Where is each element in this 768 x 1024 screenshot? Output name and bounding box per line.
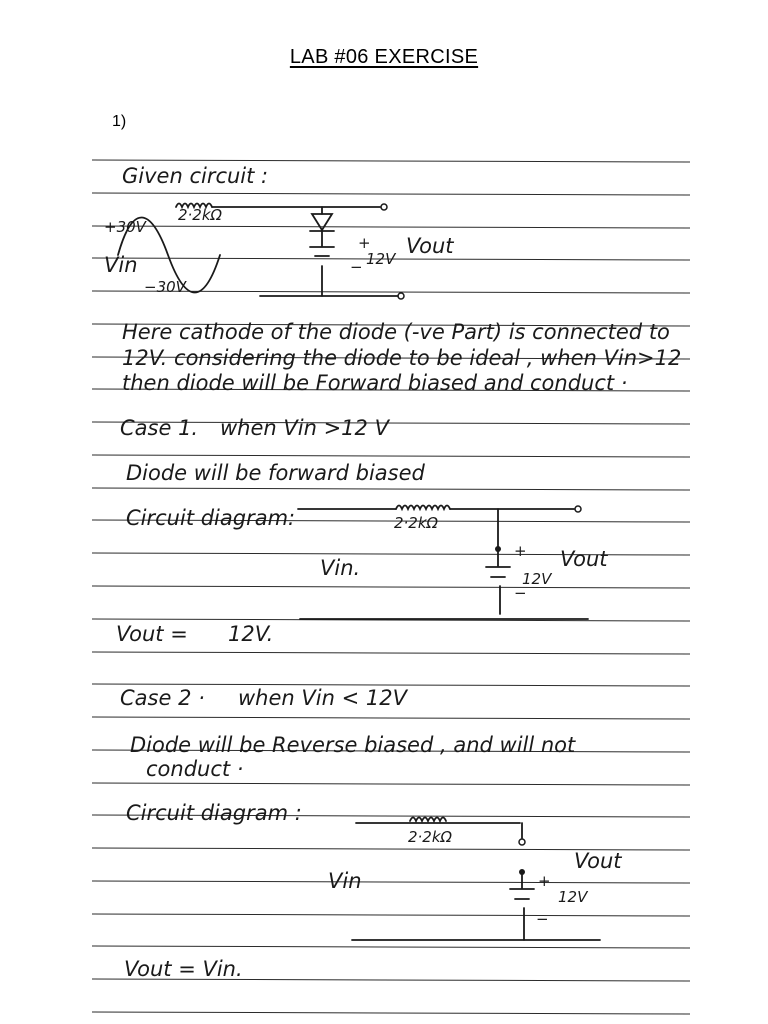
- given-output-terminal: [381, 204, 387, 210]
- explanation-line-2: 12V. considering the diode to be ideal , when Vin>12: [122, 346, 682, 370]
- case1-result-lhs: Vout =: [116, 622, 188, 646]
- ruled-line: [92, 488, 690, 490]
- given-vout-label: Vout: [406, 234, 454, 258]
- given-vin-label: Vin: [104, 253, 138, 277]
- page-title: LAB #06 EXERCISE: [289, 46, 479, 68]
- ruled-line: [92, 226, 690, 228]
- case2-diagram-label: Circuit diagram :: [126, 801, 302, 825]
- case2-plus-sign: +: [538, 872, 551, 890]
- explanation-line-3: then diode will be Forward biased and conduct ·: [122, 371, 628, 395]
- case1-vout-label: Vout: [560, 547, 608, 571]
- given-battery-label: 12V: [366, 250, 396, 268]
- case1-resistor-symbol: [396, 506, 450, 510]
- case2-statement-line-1: Diode will be Reverse biased , and will not: [130, 733, 576, 757]
- ruled-line: [92, 652, 690, 654]
- case1-output-terminal: [575, 506, 581, 512]
- case2-statement-line-2: conduct ·: [146, 757, 244, 781]
- given-diode-symbol: [312, 214, 332, 230]
- given-resistor-label: 2·2kΩ: [178, 206, 223, 224]
- ruled-line: [92, 783, 690, 785]
- case1-condition: when Vin >12 V: [220, 416, 389, 440]
- ruled-line: [92, 946, 690, 948]
- given-positive-peak-label: +30V: [104, 218, 146, 236]
- case1-plus-sign: +: [514, 542, 527, 560]
- case1-resistor-label: 2·2kΩ: [394, 514, 439, 532]
- case1-result-rhs: 12V.: [228, 622, 274, 646]
- case1-battery-label: 12V: [522, 570, 552, 588]
- case1-heading: Case 1.: [120, 416, 199, 440]
- case2-vout-label: Vout: [574, 849, 622, 873]
- ruled-line: [92, 455, 690, 457]
- ruled-line: [92, 717, 690, 719]
- case1-minus-sign: −: [514, 584, 527, 602]
- case1-diagram-label: Circuit diagram:: [126, 506, 296, 530]
- ruled-line: [92, 193, 690, 195]
- ruled-line: [92, 1012, 690, 1014]
- case2-condition: when Vin < 12V: [238, 686, 407, 710]
- case2-vin-label: Vin: [328, 869, 362, 893]
- case1-vin-label: Vin.: [320, 556, 361, 580]
- given-circuit: [104, 164, 454, 299]
- case2-heading: Case 2 ·: [120, 686, 205, 710]
- ruled-line: [92, 160, 690, 162]
- given-negative-peak-label: −30V: [144, 278, 186, 296]
- ruled-line: [92, 914, 690, 916]
- given-plus-sign: +: [358, 234, 371, 252]
- case2-minus-sign: −: [536, 910, 549, 928]
- ruled-line: [92, 586, 690, 588]
- case2-battery-label: 12V: [558, 888, 588, 906]
- case2-result: Vout = Vin.: [124, 957, 243, 981]
- case2-resistor-symbol: [410, 818, 446, 822]
- explanation-line-1: Here cathode of the diode (-ve Part) is connected to: [122, 320, 670, 344]
- ruled-line: [92, 881, 690, 883]
- question-number: 1): [112, 113, 127, 130]
- case1-junction-dot: [495, 546, 501, 552]
- case1-circuit: [298, 506, 608, 620]
- case2-circuit: [328, 818, 622, 941]
- case1-statement: Diode will be forward biased: [126, 461, 425, 485]
- case2-output-terminal: [519, 839, 525, 845]
- given-heading: Given circuit :: [122, 164, 269, 188]
- case2-resistor-label: 2·2kΩ: [408, 828, 453, 846]
- given-minus-sign: −: [350, 258, 363, 276]
